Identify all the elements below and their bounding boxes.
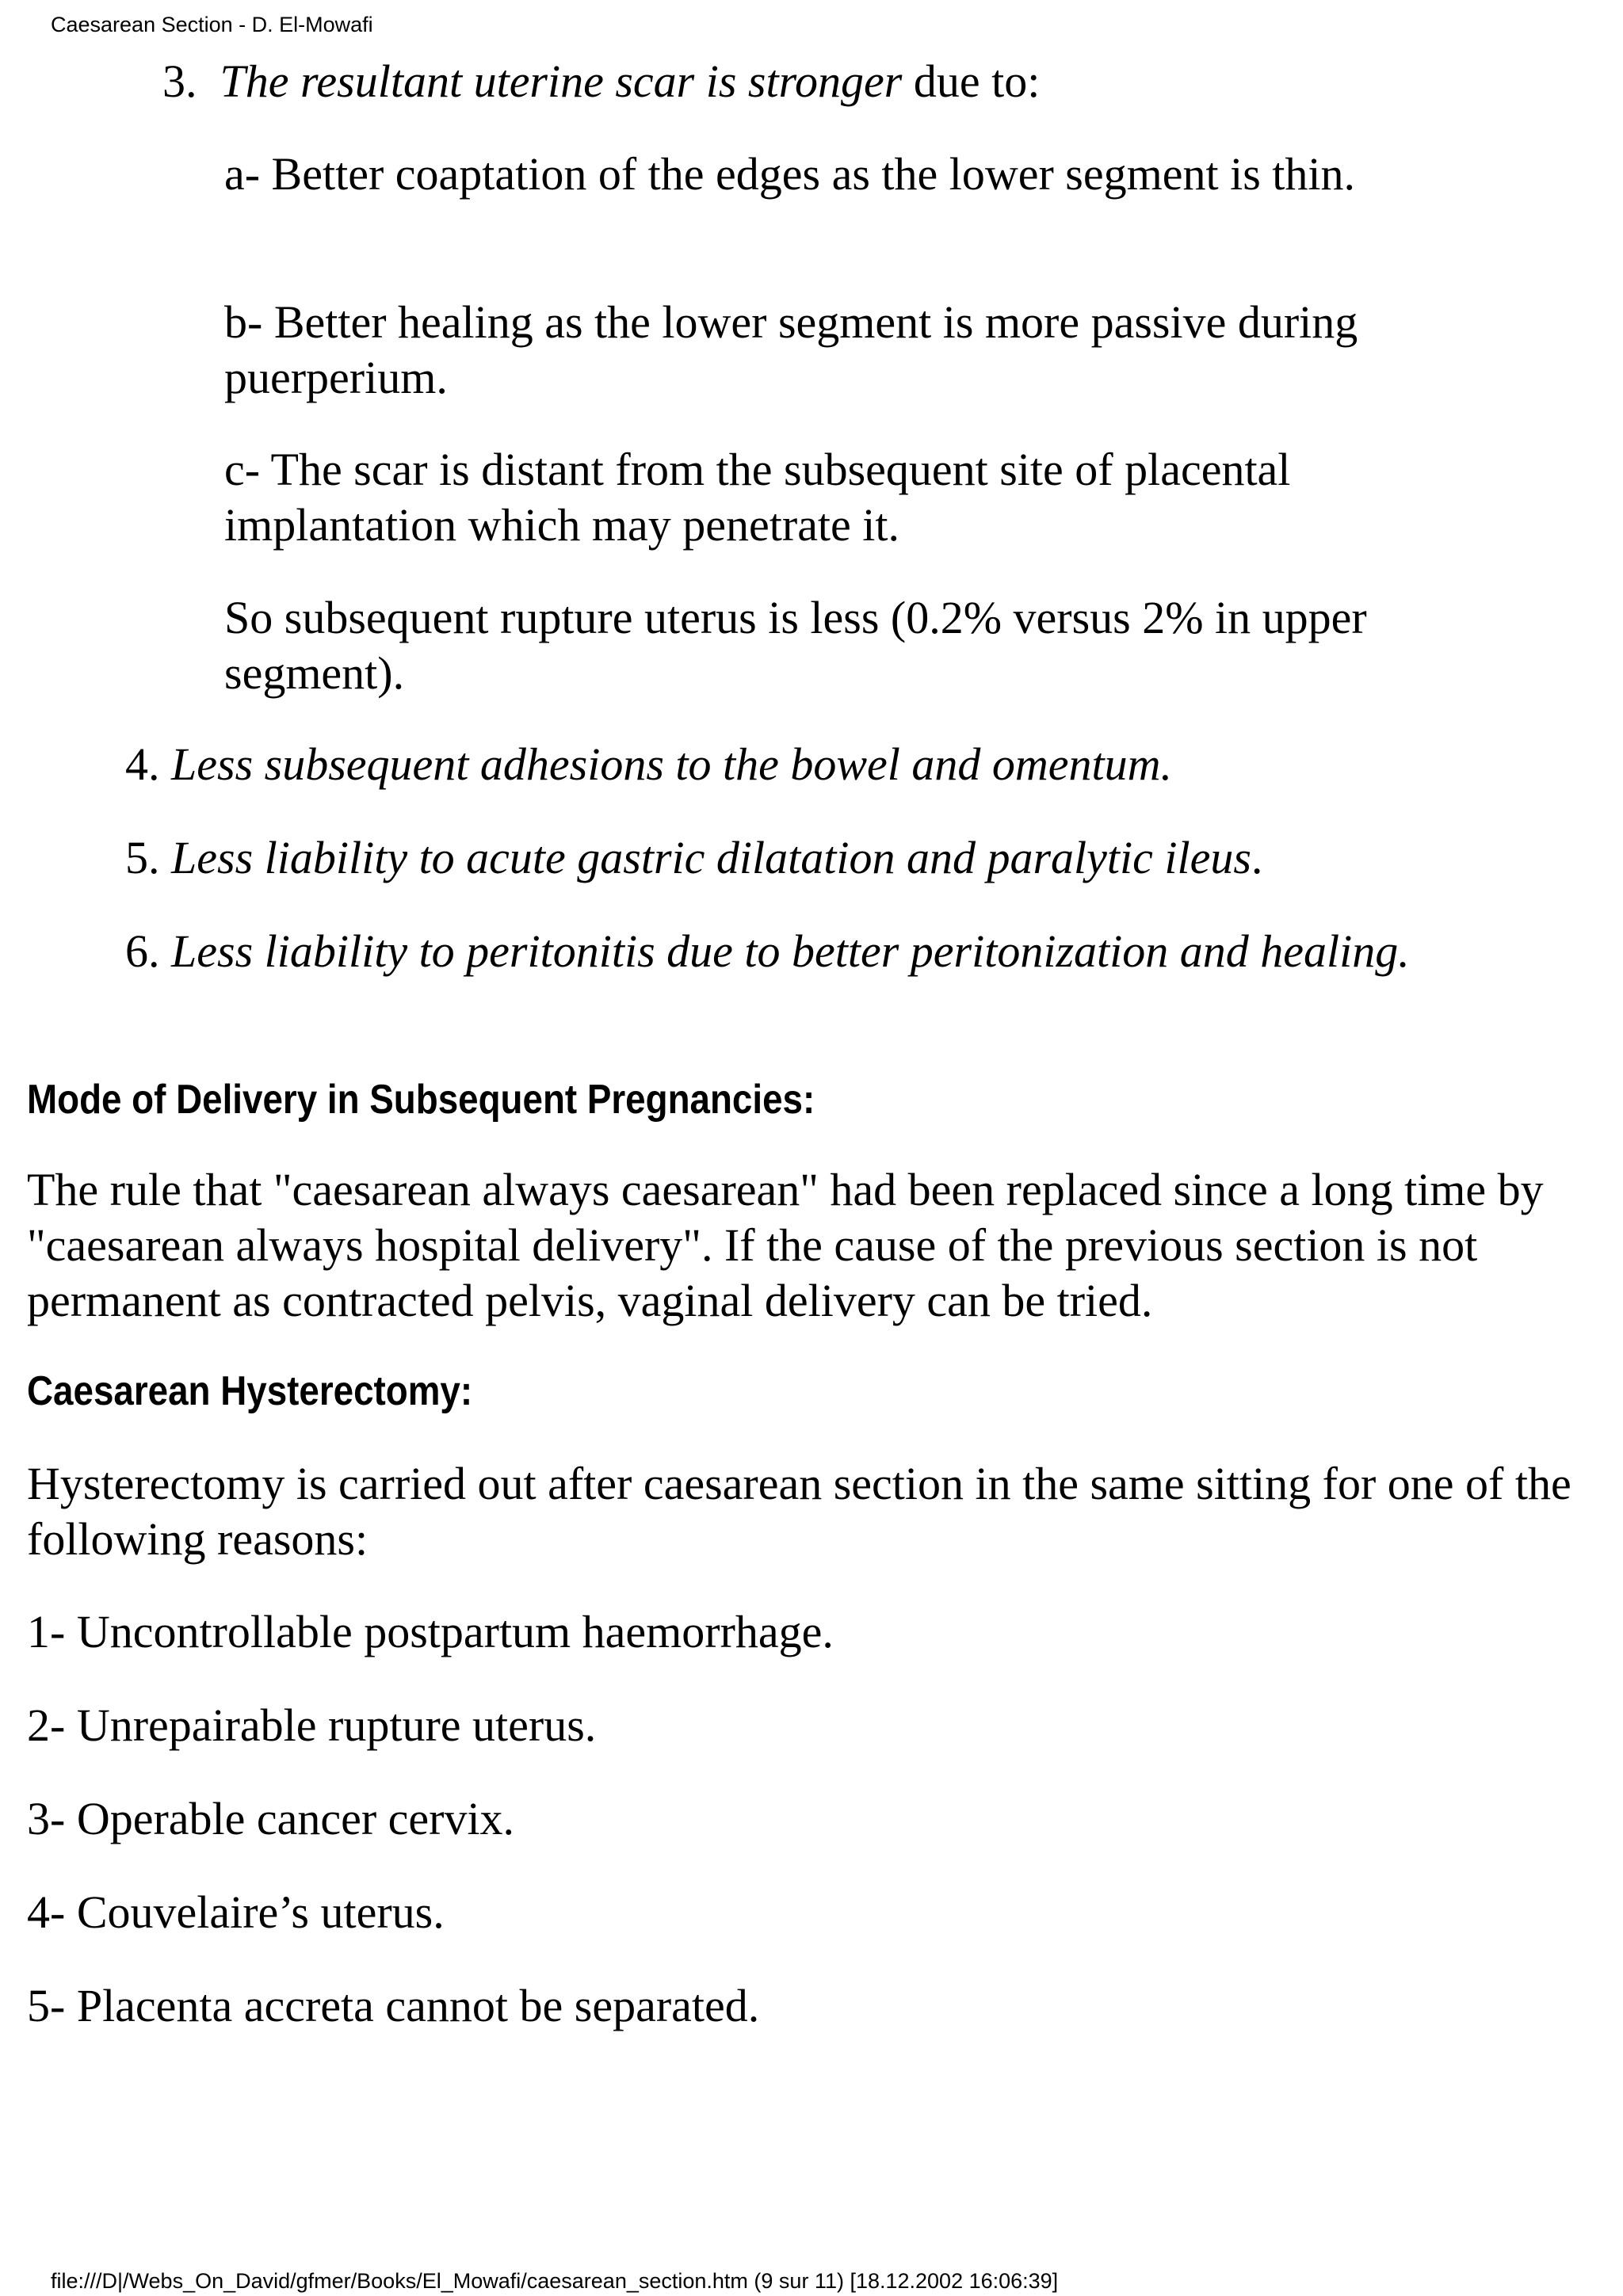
sub-item-a: a- Better coaptation of the edges as the lower segment is thin. [224,148,1356,200]
hysterectomy-intro: Hysterectomy is carried out after caesarean section in the same sitting for one of the following reasons: [27,1458,1571,1565]
sub-item-c: c- The scar is distant from the subsequent site of placental implantation which may penetrate it. [224,444,1291,551]
list-item-6 [125,924,1425,979]
page-header: Caesarean Section - D. El-Mowafi [51,13,373,36]
mode-of-delivery-paragraph: The rule that "caesarean always caesarean" had been replaced since a long time by "caesarean always hospital delivery". If the cause of the previous section is not permanent as contracted pelvis, vaginal delivery can be tried. [27,1164,1544,1326]
list-number: 3. [162,55,197,107]
section-heading-mode-of-delivery: Mode of Delivery in Subsequent Pregnancies: [27,1077,815,1123]
reason-item-5: 5- Placenta accreta cannot be separated. [27,1980,760,2031]
list-item-italic: Less liability to peritonitis due to better peritonization and healing. [171,925,1410,977]
list-item-text: . [1251,832,1263,883]
page-footer-path: file:///D|/Webs_On_David/gfmer/Books/El_Mowafi/caesarean_section.htm (9 sur 11) [18.12.2002 16:06:39] [51,2269,1059,2293]
reason-item-2: 2- Unrepairable rupture uterus. [27,1699,597,1751]
list-item-italic: The resultant uterine scar is stronger [220,55,903,107]
rupture-note: So subsequent rupture uterus is less (0.2% versus 2% in upper segment). [224,592,1367,699]
reason-item-1: 1- Uncontrollable postpartum haemorrhage. [27,1606,834,1657]
list-item-italic: Less subsequent adhesions to the bowel and omentum. [171,738,1173,790]
reason-item-4: 4- Couvelaire’s uterus. [27,1886,445,1938]
list-item-italic: Less liability to acute gastric dilatation and paralytic ileus [171,832,1251,883]
sub-item-b: b- Better healing as the lower segment is more passive during puerperium. [224,296,1358,403]
list-item-text: due to: [902,55,1041,107]
list-number: 6. [125,925,171,977]
list-item-5 [125,830,1425,886]
list-item-3 [162,54,1040,109]
reason-item-3: 3- Operable cancer cervix. [27,1793,515,1844]
list-number: 4. [125,738,171,790]
list-number: 5. [125,832,171,883]
section-heading-hysterectomy: Caesarean Hysterectomy: [27,1368,473,1414]
list-item-4 [125,737,1425,792]
